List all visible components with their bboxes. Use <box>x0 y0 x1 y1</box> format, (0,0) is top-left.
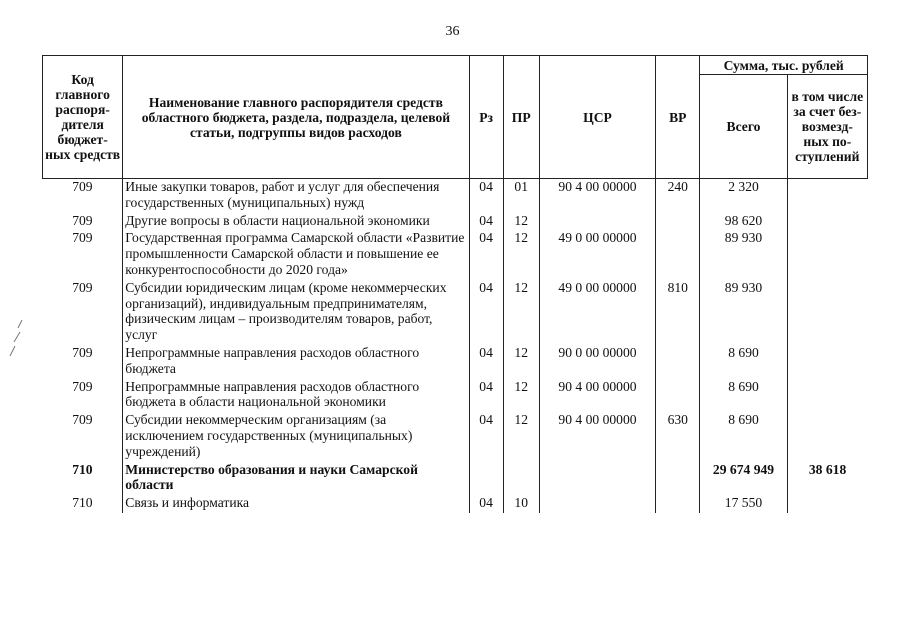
header-total: Всего <box>700 75 787 179</box>
budget-table <box>42 55 868 513</box>
cell-total: 8 690 <box>700 412 787 461</box>
table-row <box>43 179 868 213</box>
cell-total: 2 320 <box>700 179 787 213</box>
cell-code: 709 <box>43 412 123 461</box>
cell-gratuitous: 38 618 <box>787 462 867 496</box>
cell-code: 709 <box>43 179 123 213</box>
cell-gratuitous <box>787 213 867 231</box>
cell-pr: 01 <box>503 179 539 213</box>
cell-code: 709 <box>43 345 123 379</box>
cell-code: 709 <box>43 213 123 231</box>
cell-rz: 04 <box>469 179 503 213</box>
header-vr: ВР <box>656 56 700 179</box>
cell-total: 89 930 <box>700 280 787 345</box>
cell-csr: 49 0 00 00000 <box>539 230 655 279</box>
cell-rz: 04 <box>469 213 503 231</box>
cell-code: 709 <box>43 230 123 279</box>
table-row <box>43 213 868 231</box>
cell-name: Другие вопросы в области национальной экономики <box>123 213 469 231</box>
cell-total: 8 690 <box>700 379 787 413</box>
cell-csr: 90 4 00 00000 <box>539 412 655 461</box>
cell-name: Связь и информатика <box>123 495 469 513</box>
cell-gratuitous <box>787 495 867 513</box>
cell-csr: 90 4 00 00000 <box>539 179 655 213</box>
header-code: Код главного распоря-дителя бюджет-ных средств <box>43 56 123 179</box>
table-row <box>43 345 868 379</box>
header-row <box>43 56 868 75</box>
cell-name: Непрограммные направления расходов областного бюджета в области национальной экономики <box>123 379 469 413</box>
cell-total: 17 550 <box>700 495 787 513</box>
cell-name: Непрограммные направления расходов областного бюджета <box>123 345 469 379</box>
cell-name: Иные закупки товаров, работ и услуг для обеспечения государственных (муниципальных) нужд <box>123 179 469 213</box>
table-row <box>43 462 868 496</box>
cell-pr: 12 <box>503 345 539 379</box>
cell-rz: 04 <box>469 230 503 279</box>
cell-pr: 12 <box>503 280 539 345</box>
cell-rz: 04 <box>469 345 503 379</box>
cell-csr: 90 0 00 00000 <box>539 345 655 379</box>
cell-name: Субсидии юридическим лицам (кроме некоммерческих организаций), индивидуальным предпринимателям, физическим лицам – производителям товаров, работ, услуг <box>123 280 469 345</box>
cell-vr: 240 <box>656 179 700 213</box>
cell-gratuitous <box>787 345 867 379</box>
cell-vr <box>656 462 700 496</box>
cell-code: 709 <box>43 379 123 413</box>
cell-pr: 10 <box>503 495 539 513</box>
cell-rz: 04 <box>469 280 503 345</box>
table-row <box>43 379 868 413</box>
cell-rz: 04 <box>469 379 503 413</box>
cell-name: Министерство образования и науки Самарской области <box>123 462 469 496</box>
cell-gratuitous <box>787 179 867 213</box>
cell-csr: 90 4 00 00000 <box>539 379 655 413</box>
table-row <box>43 495 868 513</box>
header-csr: ЦСР <box>539 56 655 179</box>
cell-vr <box>656 379 700 413</box>
table-row <box>43 412 868 461</box>
cell-name: Государственная программа Самарской области «Развитие промышленности Самарской области и повышение ее конкурентоспособности до 2020 года» <box>123 230 469 279</box>
cell-vr <box>656 495 700 513</box>
cell-csr <box>539 495 655 513</box>
cell-gratuitous <box>787 230 867 279</box>
scan-artifact-mark <box>8 318 32 358</box>
cell-vr <box>656 230 700 279</box>
cell-csr <box>539 462 655 496</box>
cell-rz: 04 <box>469 412 503 461</box>
cell-pr: 12 <box>503 379 539 413</box>
cell-total: 89 930 <box>700 230 787 279</box>
cell-gratuitous <box>787 280 867 345</box>
cell-csr: 49 0 00 00000 <box>539 280 655 345</box>
cell-csr <box>539 213 655 231</box>
cell-pr: 12 <box>503 230 539 279</box>
header-sum-group: Сумма, тыс. рублей <box>700 56 868 75</box>
cell-pr: 12 <box>503 213 539 231</box>
cell-code: 710 <box>43 495 123 513</box>
cell-total: 8 690 <box>700 345 787 379</box>
table-row <box>43 280 868 345</box>
header-name: Наименование главного распорядителя средств областного бюджета, раздела, подраздела, целевой статьи, подгруппы видов расходов <box>123 56 469 179</box>
header-gratuitous: в том числе за счет без-возмезд-ных по-ступлений <box>787 75 867 179</box>
cell-gratuitous <box>787 412 867 461</box>
cell-rz <box>469 462 503 496</box>
cell-vr <box>656 345 700 379</box>
page-number: 36 <box>445 24 460 39</box>
header-rz: Рз <box>469 56 503 179</box>
cell-total: 98 620 <box>700 213 787 231</box>
cell-vr: 810 <box>656 280 700 345</box>
cell-pr: 12 <box>503 412 539 461</box>
cell-code: 710 <box>43 462 123 496</box>
cell-vr: 630 <box>656 412 700 461</box>
table-body <box>43 179 868 513</box>
table-row <box>43 230 868 279</box>
cell-vr <box>656 213 700 231</box>
header-pr: ПР <box>503 56 539 179</box>
cell-name: Субсидии некоммерческим организациям (за исключением государственных (муниципальных) учреждений) <box>123 412 469 461</box>
cell-code: 709 <box>43 280 123 345</box>
cell-total: 29 674 949 <box>700 462 787 496</box>
cell-rz: 04 <box>469 495 503 513</box>
cell-gratuitous <box>787 379 867 413</box>
cell-pr <box>503 462 539 496</box>
